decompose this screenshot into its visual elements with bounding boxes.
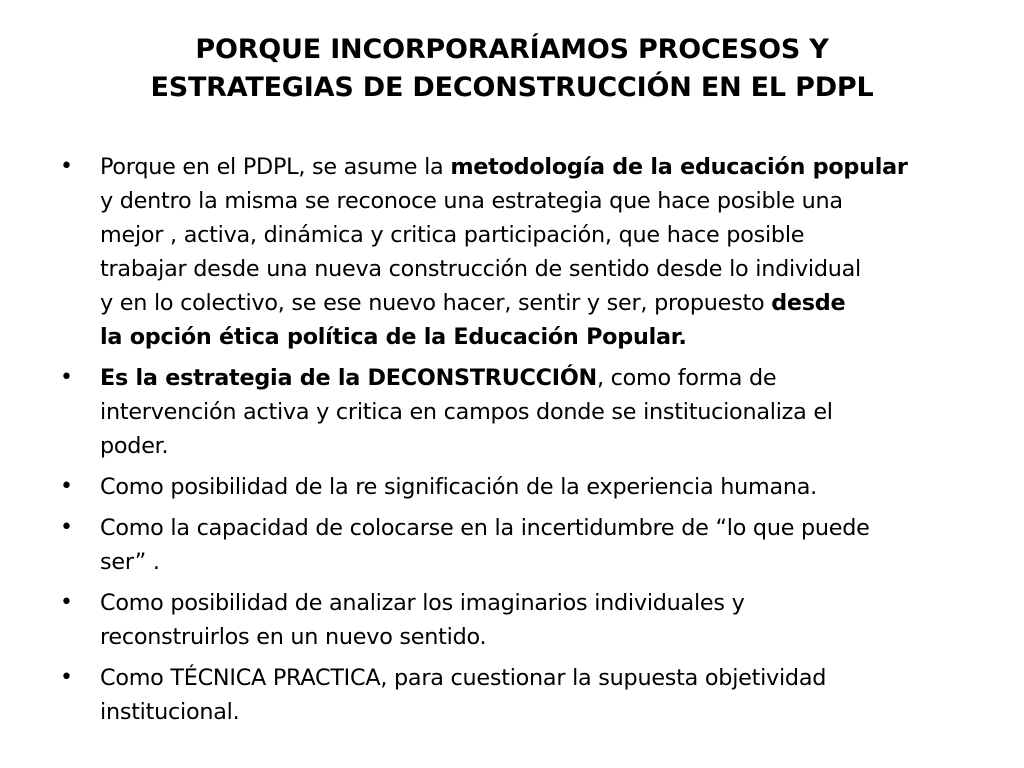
bullet-line — [100, 620, 1016, 654]
bullet-line — [100, 252, 1016, 286]
bullet-text: Porque en el PDPL, se asume la — [100, 154, 451, 180]
bullet-text: Como la capacidad de colocarse en la incertidumbre de “lo que puede — [100, 515, 870, 541]
bullet-line — [100, 218, 1016, 252]
bullet-text: , como forma de — [596, 365, 777, 391]
bullet-line — [100, 429, 1016, 463]
bullet-dot-icon: • — [60, 154, 73, 179]
bullet-dot-icon: • — [60, 590, 73, 615]
bullet-item — [56, 511, 1016, 579]
bullet-text-bold: metodología de la educación popular — [450, 154, 908, 180]
bullet-line — [100, 184, 1016, 218]
bullet-dot-icon: • — [60, 474, 73, 499]
bullet-dot-icon: • — [60, 665, 73, 690]
bullet-line — [100, 695, 1016, 729]
bullet-text: y en lo colectivo, se ese nuevo hacer, sentir y ser, propuesto — [100, 290, 772, 316]
bullet-item — [56, 586, 1016, 654]
slide-title-line: PORQUE INCORPORARÍAMOS PROCESOS Y — [195, 34, 829, 65]
bullet-item — [56, 150, 1016, 354]
bullet-line — [100, 361, 1016, 395]
bullet-text: trabajar desde una nueva construcción de sentido desde lo individual — [100, 256, 861, 282]
bullet-item — [56, 470, 1016, 504]
bullet-line — [100, 511, 1016, 545]
bullet-dot-icon: • — [60, 365, 73, 390]
bullet-text: Como posibilidad de analizar los imaginarios individuales y — [100, 590, 745, 616]
bullet-text: poder. — [100, 433, 169, 459]
bullet-item — [56, 661, 1016, 729]
bullet-line — [100, 586, 1016, 620]
bullet-dot-icon: • — [60, 515, 73, 540]
bullet-text-bold: Es la estrategia de la DECONSTRUCCIÓN — [100, 365, 597, 391]
slide-title — [40, 31, 984, 107]
bullet-text: Como TÉCNICA PRACTICA, para cuestionar la supuesta objetividad — [100, 665, 827, 691]
bullet-item — [56, 361, 1016, 463]
bullet-line — [100, 150, 1016, 184]
bullet-text: institucional. — [100, 699, 240, 725]
bullet-line — [100, 545, 1016, 579]
bullet-line — [100, 286, 1016, 320]
bullet-line — [100, 320, 1016, 354]
bullet-text: Como posibilidad de la re significación de la experiencia humana. — [100, 474, 818, 500]
bullet-text: reconstruirlos en un nuevo sentido. — [100, 624, 487, 650]
bullet-list — [56, 150, 1016, 736]
bullet-text-bold: desde — [771, 290, 846, 316]
bullet-line — [100, 395, 1016, 429]
bullet-text: intervención activa y critica en campos donde se institucionaliza el — [100, 399, 833, 425]
bullet-line — [100, 661, 1016, 695]
bullet-text: y dentro la misma se reconoce una estrategia que hace posible una — [100, 188, 843, 214]
bullet-line — [100, 470, 1016, 504]
bullet-text-bold: la opción ética política de la Educación Popular. — [100, 324, 687, 350]
bullet-text: mejor , activa, dinámica y critica participación, que hace posible — [100, 222, 805, 248]
slide-title-line: ESTRATEGIAS DE DECONSTRUCCIÓN EN EL PDPL — [150, 72, 874, 103]
bullet-text: ser” . — [100, 549, 160, 575]
